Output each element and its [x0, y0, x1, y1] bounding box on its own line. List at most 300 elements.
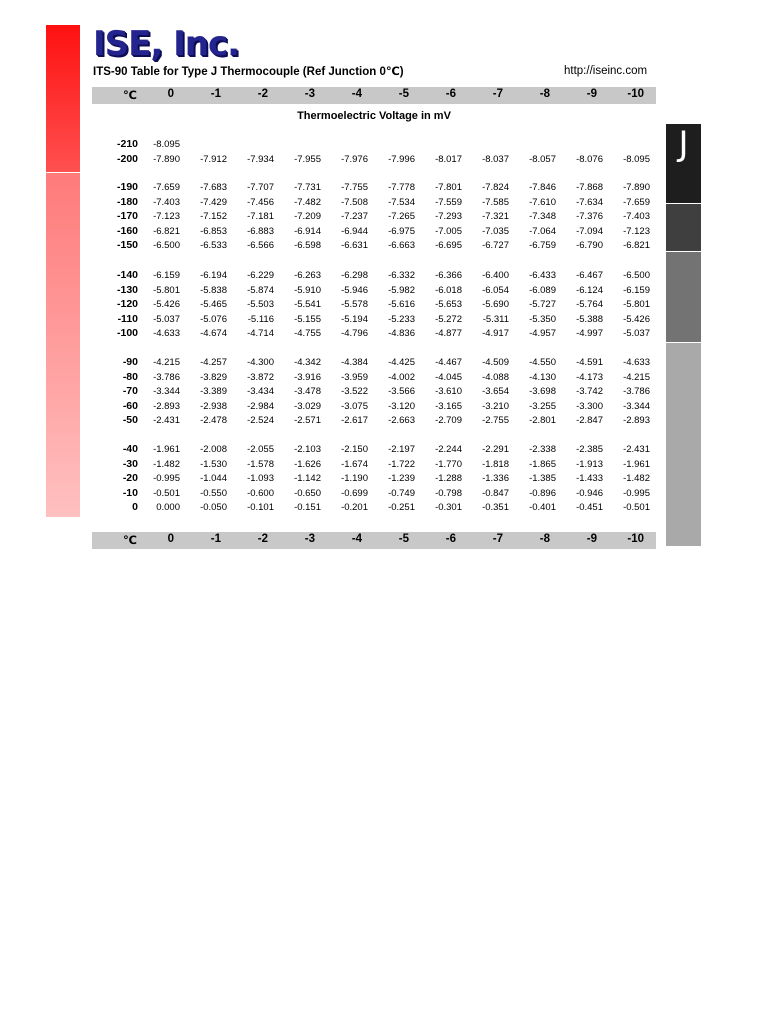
row-temperature: -10 — [122, 486, 138, 499]
table-cell: -7.559 — [435, 196, 462, 208]
table-cell: -7.508 — [341, 196, 368, 208]
table-cell: -1.482 — [623, 473, 650, 484]
red-bar-bottom — [46, 173, 80, 517]
table-cell: -2.291 — [482, 444, 509, 455]
table-cell: -5.801 — [623, 299, 650, 310]
table-cell: -2.008 — [200, 444, 227, 455]
table-cell: -4.796 — [341, 328, 368, 339]
column-header-top — [92, 87, 656, 104]
table-cell: -7.181 — [247, 211, 274, 222]
table-cell: -0.301 — [435, 502, 462, 513]
column-header: -6 — [445, 88, 456, 100]
table-row — [92, 327, 656, 341]
table-cell: -6.229 — [247, 270, 274, 281]
table-row — [92, 269, 656, 283]
table-cell: -4.130 — [529, 371, 556, 383]
column-header: 0 — [167, 533, 174, 545]
table-cell: -4.257 — [200, 357, 227, 368]
column-header: -7 — [492, 533, 503, 545]
table-cell: -5.946 — [341, 284, 368, 296]
table-cell: -7.659 — [153, 182, 180, 193]
table-cell: -1.336 — [482, 473, 509, 484]
tab-shade-2 — [666, 252, 701, 342]
column-header: -8 — [539, 533, 550, 545]
row-temperature: -200 — [116, 152, 138, 165]
table-cell: -3.786 — [623, 386, 650, 397]
table-cell: -1.142 — [294, 473, 321, 484]
table-cell: -3.872 — [247, 371, 274, 383]
column-header: -5 — [398, 533, 409, 545]
table-row — [92, 501, 656, 515]
table-cell: -5.155 — [294, 313, 321, 325]
table-cell: -0.050 — [200, 502, 227, 513]
table-cell: -1.961 — [623, 458, 650, 470]
table-cell: -4.674 — [200, 328, 227, 339]
table-cell: -6.975 — [388, 225, 415, 237]
table-cell: -4.467 — [435, 357, 462, 368]
unit-header: ℃ — [123, 535, 137, 547]
row-temperature: -40 — [122, 443, 138, 455]
column-header: -4 — [351, 533, 362, 545]
row-temperature: 0 — [132, 501, 138, 513]
table-cell: -3.120 — [388, 400, 415, 412]
type-letter: J — [678, 124, 689, 164]
table-row — [92, 284, 656, 298]
table-cell: -0.451 — [576, 502, 603, 513]
table-cell: -6.883 — [247, 225, 274, 237]
table-cell: -2.617 — [341, 415, 368, 426]
table-row — [92, 225, 656, 239]
table-cell: -7.683 — [200, 182, 227, 193]
table-cell: -0.251 — [388, 502, 415, 513]
table-cell: -0.550 — [200, 487, 227, 499]
table-cell: -4.877 — [435, 328, 462, 339]
table-cell: -1.818 — [482, 458, 509, 470]
red-bar-top — [46, 25, 80, 172]
table-cell: -6.914 — [294, 225, 321, 237]
table-cell: -2.385 — [576, 444, 603, 455]
table-cell: -3.742 — [576, 386, 603, 397]
table-cell: -8.076 — [576, 153, 603, 165]
table-cell: -6.332 — [388, 270, 415, 281]
table-row — [92, 239, 656, 253]
table-cell: -3.075 — [341, 400, 368, 412]
table-cell: -6.467 — [576, 270, 603, 281]
table-cell: -1.722 — [388, 458, 415, 470]
table-cell: -5.076 — [200, 313, 227, 325]
table-cell: -2.431 — [623, 444, 650, 455]
column-header: -5 — [398, 88, 409, 100]
table-cell: -5.037 — [153, 313, 180, 325]
row-temperature: -160 — [116, 224, 138, 237]
table-cell: -5.838 — [200, 284, 227, 296]
table-cell: -7.094 — [576, 225, 603, 237]
table-cell: -5.578 — [341, 299, 368, 310]
table-cell: -1.961 — [153, 444, 180, 455]
table-cell: -4.215 — [153, 357, 180, 368]
table-cell: -4.550 — [529, 357, 556, 368]
table-cell: -7.731 — [294, 182, 321, 193]
table-cell: -7.778 — [388, 182, 415, 193]
table-cell: -1.626 — [294, 458, 321, 470]
table-cell: -4.917 — [482, 328, 509, 339]
table-cell: -2.893 — [623, 415, 650, 426]
table-cell: -4.633 — [153, 328, 180, 339]
table-cell: -3.210 — [482, 400, 509, 412]
table-cell: -6.727 — [482, 240, 509, 251]
table-cell: -0.946 — [576, 487, 603, 499]
table-cell: -2.244 — [435, 444, 462, 455]
column-header: -2 — [257, 533, 268, 545]
column-header: -9 — [586, 533, 597, 545]
table-cell: -7.237 — [341, 211, 368, 222]
table-cell: -4.957 — [529, 328, 556, 339]
table-cell: -0.151 — [294, 502, 321, 513]
table-cell: -4.384 — [341, 357, 368, 368]
column-header: -4 — [351, 88, 362, 100]
table-cell: -2.801 — [529, 415, 556, 426]
table-cell: -6.124 — [576, 284, 603, 296]
table-cell: -6.631 — [341, 240, 368, 251]
table-cell: -0.650 — [294, 487, 321, 499]
table-cell: -6.263 — [294, 270, 321, 281]
column-header: -3 — [304, 88, 315, 100]
table-cell: -4.088 — [482, 371, 509, 383]
table-row — [92, 414, 656, 428]
table-cell: -8.095 — [153, 139, 180, 150]
type-tab-band — [666, 124, 701, 546]
table-cell: -6.695 — [435, 240, 462, 251]
table-row — [92, 443, 656, 457]
table-cell: -6.533 — [200, 240, 227, 251]
table-cell: -3.478 — [294, 386, 321, 397]
table-cell: -0.749 — [388, 487, 415, 499]
table-cell: -4.002 — [388, 371, 415, 383]
table-cell: -6.944 — [341, 225, 368, 237]
table-cell: -7.996 — [388, 153, 415, 165]
table-row — [92, 313, 656, 327]
table-cell: -7.209 — [294, 211, 321, 222]
table-cell: -3.344 — [153, 386, 180, 397]
table-cell: -0.995 — [153, 473, 180, 484]
table-cell: -7.890 — [623, 182, 650, 193]
table-cell: -2.571 — [294, 415, 321, 426]
table-cell: -5.616 — [388, 299, 415, 310]
table-cell: -7.801 — [435, 182, 462, 193]
column-header: 0 — [167, 88, 174, 100]
table-cell: -3.566 — [388, 386, 415, 397]
table-cell: -2.055 — [247, 444, 274, 455]
table-cell: -7.293 — [435, 211, 462, 222]
table-cell: -1.044 — [200, 473, 227, 484]
table-cell: -6.159 — [623, 284, 650, 296]
table-cell: -3.654 — [482, 386, 509, 397]
row-temperature: -20 — [122, 472, 138, 484]
row-temperature: -90 — [122, 356, 138, 368]
table-cell: -5.037 — [623, 328, 650, 339]
table-cell: -1.288 — [435, 473, 462, 484]
table-cell: -7.868 — [576, 182, 603, 193]
table-cell: -3.344 — [623, 400, 650, 412]
table-cell: -4.342 — [294, 357, 321, 368]
table-cell: -4.714 — [247, 328, 274, 339]
table-cell: -7.123 — [623, 225, 650, 237]
table-cell: -4.591 — [576, 357, 603, 368]
column-header: -7 — [492, 88, 503, 100]
table-cell: -5.116 — [247, 313, 274, 325]
table-cell: -5.426 — [623, 313, 650, 325]
table-row — [92, 153, 656, 167]
table-cell: -2.984 — [247, 400, 274, 412]
table-cell: -0.600 — [247, 487, 274, 499]
table-cell: -3.829 — [200, 371, 227, 383]
row-temperature: -70 — [122, 385, 138, 397]
company-logo: ISE, Inc. — [93, 24, 240, 64]
table-cell: -8.095 — [623, 153, 650, 165]
row-temperature: -150 — [116, 239, 138, 251]
table-cell: -6.821 — [623, 240, 650, 251]
table-cell: -7.912 — [200, 153, 227, 165]
table-caption: Thermoelectric Voltage in mV — [297, 110, 451, 122]
table-cell: -7.659 — [623, 196, 650, 208]
table-row — [92, 472, 656, 486]
row-temperature: -170 — [116, 210, 138, 222]
row-temperature: -50 — [122, 414, 138, 426]
table-cell: -6.821 — [153, 225, 180, 237]
table-cell: -3.610 — [435, 386, 462, 397]
table-cell: -7.005 — [435, 225, 462, 237]
table-cell: -7.403 — [623, 211, 650, 222]
table-cell: -2.431 — [153, 415, 180, 426]
table-cell: -7.456 — [247, 196, 274, 208]
table-cell: -5.982 — [388, 284, 415, 296]
table-cell: -7.064 — [529, 225, 556, 237]
row-temperature: -180 — [116, 195, 138, 208]
table-cell: -3.434 — [247, 386, 274, 397]
table-cell: -7.846 — [529, 182, 556, 193]
table-cell: -0.351 — [482, 502, 509, 513]
table-cell: -1.770 — [435, 458, 462, 470]
column-header: -1 — [210, 533, 221, 545]
table-row — [92, 458, 656, 472]
table-cell: -6.089 — [529, 284, 556, 296]
table-row — [92, 356, 656, 370]
table-cell: -6.663 — [388, 240, 415, 251]
table-cell: -1.239 — [388, 473, 415, 484]
table-cell: -6.853 — [200, 225, 227, 237]
table-row — [92, 400, 656, 414]
table-cell: -8.037 — [482, 153, 509, 165]
table-cell: -8.017 — [435, 153, 462, 165]
table-cell: -6.018 — [435, 284, 462, 296]
table-cell: -1.913 — [576, 458, 603, 470]
column-header-bottom — [92, 532, 656, 549]
table-cell: -2.197 — [388, 444, 415, 455]
table-cell: -2.478 — [200, 415, 227, 426]
table-cell: -5.541 — [294, 299, 321, 310]
table-cell: -7.585 — [482, 196, 509, 208]
row-temperature: -100 — [116, 327, 138, 339]
table-cell: -5.727 — [529, 299, 556, 310]
table-cell: -4.045 — [435, 371, 462, 383]
table-cell: -6.298 — [341, 270, 368, 281]
table-cell: -3.255 — [529, 400, 556, 412]
table-cell: -2.938 — [200, 400, 227, 412]
type-tab — [666, 124, 701, 203]
table-cell: -3.165 — [435, 400, 462, 412]
table-cell: -2.709 — [435, 415, 462, 426]
table-cell: -8.057 — [529, 153, 556, 165]
table-cell: -7.610 — [529, 196, 556, 208]
table-row — [92, 196, 656, 210]
table-cell: -7.321 — [482, 211, 509, 222]
table-cell: -2.338 — [529, 444, 556, 455]
table-cell: -2.847 — [576, 415, 603, 426]
row-temperature: -110 — [117, 312, 138, 325]
table-cell: -3.698 — [529, 386, 556, 397]
table-cell: -4.300 — [247, 357, 274, 368]
table-cell: -3.029 — [294, 400, 321, 412]
table-cell: -2.663 — [388, 415, 415, 426]
table-cell: -0.798 — [435, 487, 462, 499]
table-cell: -4.997 — [576, 328, 603, 339]
table-cell: -0.501 — [153, 487, 180, 499]
table-cell: -6.500 — [623, 270, 650, 281]
row-temperature: -60 — [122, 399, 138, 412]
table-cell: -4.425 — [388, 357, 415, 368]
table-row — [92, 181, 656, 195]
column-header: -6 — [445, 533, 456, 545]
table-cell: -7.890 — [153, 153, 180, 165]
table-cell: -6.366 — [435, 270, 462, 281]
table-cell: -1.674 — [341, 458, 368, 470]
table-cell: -2.755 — [482, 415, 509, 426]
table-cell: -7.348 — [529, 211, 556, 222]
table-cell: -5.311 — [482, 313, 509, 325]
table-cell: -0.501 — [623, 502, 650, 513]
table-cell: -1.578 — [247, 458, 274, 470]
unit-header: ℃ — [123, 90, 137, 102]
table-cell: -6.598 — [294, 240, 321, 251]
column-header: -1 — [210, 88, 221, 100]
row-temperature: -120 — [116, 298, 138, 310]
table-cell: -7.976 — [341, 153, 368, 165]
table-cell: -5.388 — [576, 313, 603, 325]
table-cell: -6.194 — [200, 270, 227, 281]
table-cell: -5.272 — [435, 313, 462, 325]
table-cell: -6.759 — [529, 240, 556, 251]
table-cell: -0.201 — [341, 502, 368, 513]
table-cell: -2.524 — [247, 415, 274, 426]
tab-shade-3 — [666, 343, 701, 546]
table-row — [92, 371, 656, 385]
table-cell: -7.152 — [200, 211, 227, 222]
table-cell: 0.000 — [156, 502, 180, 513]
table-cell: -6.500 — [153, 240, 180, 251]
row-temperature: -210 — [116, 138, 138, 150]
table-cell: -7.265 — [388, 211, 415, 222]
table-cell: -3.786 — [153, 371, 180, 383]
table-cell: -5.874 — [247, 284, 274, 296]
table-cell: -4.215 — [623, 371, 650, 383]
table-cell: -5.690 — [482, 299, 509, 310]
table-cell: -6.400 — [482, 270, 509, 281]
table-cell: -7.376 — [576, 211, 603, 222]
table-cell: -6.433 — [529, 270, 556, 281]
table-cell: -7.824 — [482, 182, 509, 193]
column-header: -10 — [627, 533, 644, 545]
table-cell: -3.959 — [341, 371, 368, 383]
table-cell: -3.522 — [341, 386, 368, 397]
table-cell: -7.534 — [388, 196, 415, 208]
table-cell: -5.653 — [435, 299, 462, 310]
table-cell: -7.403 — [153, 196, 180, 208]
table-cell: -1.093 — [247, 473, 274, 484]
table-cell: -3.300 — [576, 400, 603, 412]
table-cell: -3.916 — [294, 371, 321, 383]
table-cell: -1.482 — [153, 458, 180, 470]
table-cell: -6.054 — [482, 284, 509, 296]
row-temperature: -140 — [116, 269, 138, 281]
website-link[interactable]: http://iseinc.com — [564, 65, 648, 77]
table-cell: -0.847 — [482, 487, 509, 499]
table-cell: -4.173 — [576, 371, 603, 383]
table-cell: -5.465 — [200, 299, 227, 310]
table-cell: -5.764 — [576, 299, 603, 310]
table-cell: -7.429 — [200, 196, 227, 208]
row-temperature: -80 — [122, 370, 138, 383]
table-cell: -6.790 — [576, 240, 603, 251]
table-cell: -5.426 — [153, 299, 180, 310]
column-header: -10 — [627, 88, 644, 100]
table-cell: -7.755 — [341, 182, 368, 193]
table-cell: -6.566 — [247, 240, 274, 251]
table-cell: -5.233 — [388, 313, 415, 325]
table-cell: -7.634 — [576, 196, 603, 208]
column-header: -3 — [304, 533, 315, 545]
table-row — [92, 298, 656, 312]
table-cell: -7.955 — [294, 153, 321, 165]
table-row — [92, 385, 656, 399]
table-cell: -0.995 — [623, 487, 650, 499]
column-header: -8 — [539, 88, 550, 100]
table-row — [92, 210, 656, 224]
table-cell: -7.707 — [247, 182, 274, 193]
table-cell: -7.123 — [153, 211, 180, 222]
table-cell: -2.150 — [341, 444, 368, 455]
row-temperature: -30 — [122, 457, 138, 470]
red-side-bar — [46, 25, 80, 517]
tab-shade-1 — [666, 204, 701, 251]
table-row — [92, 138, 656, 152]
table-cell: -4.509 — [482, 357, 509, 368]
table-cell: -6.159 — [153, 270, 180, 281]
table-cell: -7.934 — [247, 153, 274, 165]
table-row — [92, 487, 656, 501]
table-cell: -2.103 — [294, 444, 321, 455]
table-cell: -5.801 — [153, 284, 180, 296]
column-header: -9 — [586, 88, 597, 100]
table-cell: -1.385 — [529, 473, 556, 484]
table-cell: -0.896 — [529, 487, 556, 499]
column-header: -2 — [257, 88, 268, 100]
table-cell: -7.035 — [482, 225, 509, 237]
table-cell: -0.101 — [247, 502, 274, 513]
table-cell: -0.699 — [341, 487, 368, 499]
row-temperature: -130 — [116, 283, 138, 296]
table-cell: -5.350 — [529, 313, 556, 325]
table-cell: -1.190 — [341, 473, 368, 484]
